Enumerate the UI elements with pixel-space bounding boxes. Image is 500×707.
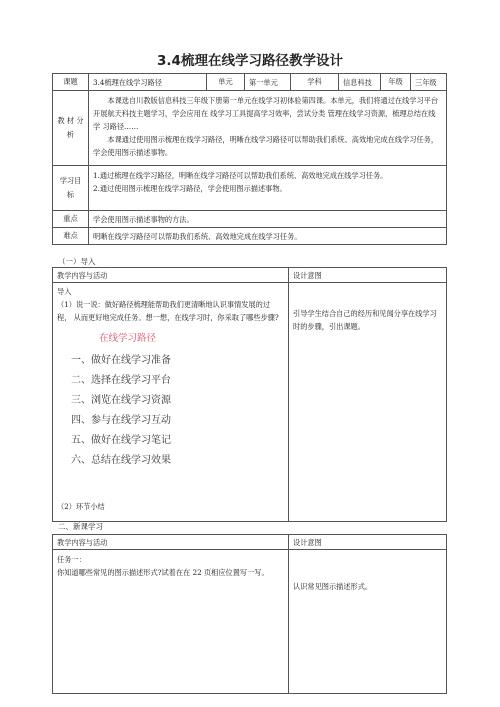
new-lesson-body-row bbox=[53, 550, 447, 694]
goals-row bbox=[53, 166, 447, 211]
slide-title: 在线学习路径 bbox=[99, 333, 157, 344]
goal-1: 1.通过梳理在线学习路径，明晰在线学习路径可以帮助我们系统、高效地完成在线学习任务。 bbox=[93, 171, 388, 180]
lead-in-intro: 导入 bbox=[57, 287, 72, 296]
slide-item: 六、总结在线学习效果 bbox=[71, 455, 171, 466]
new-lesson-header-row bbox=[53, 535, 447, 550]
section2-heading: 二、新课学习 bbox=[58, 522, 103, 531]
unit-label: 单元 bbox=[207, 74, 245, 91]
page-title: 3.4梳理在线学习路径教学设计 bbox=[157, 53, 343, 69]
slide-item: 四、参与在线学习互动 bbox=[71, 415, 171, 426]
section1-heading: （一）导入 bbox=[58, 257, 96, 266]
task-one-text: 你知道哪些常见的图示描述形式?试着在在 22 页相应位置写一写。 bbox=[57, 568, 269, 577]
goals-label: 学习目标 bbox=[53, 166, 89, 211]
slide-item: 一、做好在线学习准备 bbox=[71, 355, 171, 366]
key-point-row bbox=[53, 211, 447, 228]
difficulty-value: 明晰在线学习路径可以帮助我们系统、高效地完成在线学习任务。 bbox=[89, 228, 447, 245]
lead-in-body-row bbox=[53, 283, 447, 522]
analysis-label: 教 材 分析 bbox=[53, 91, 89, 166]
lead-in-activity: （1）说一说：做好路径梳理能帮助我们更清晰地认识事情发展的过程， 从而更好地完成任务。想一想，在线学习时，你采取了哪些步骤? bbox=[57, 300, 279, 322]
difficulty-row bbox=[53, 228, 447, 245]
lead-in-table bbox=[52, 267, 447, 522]
grade-value: 三年级 bbox=[411, 74, 447, 91]
course-value: 3.4梳理在线学习路径 bbox=[89, 74, 207, 91]
goal-2: 2.通过使用图示梳理在线学习路径，学会使用图示描述事物。 bbox=[93, 184, 287, 193]
new-lesson-col-intent: 设计意图 bbox=[289, 535, 447, 550]
course-label: 课题 bbox=[53, 74, 89, 91]
slide-item: 二、选择在线学习平台 bbox=[71, 375, 171, 386]
new-lesson-table bbox=[52, 534, 447, 694]
analysis-paragraph-2: 本课通过使用图示梳理在线学习路径，明晰在线学习路径可以帮助我们系统、高效地完成在线学习任务，学会使用图示描述事物。 bbox=[93, 135, 439, 157]
task-one-label: 任务一： bbox=[57, 555, 86, 564]
difficulty-label: 难点 bbox=[53, 228, 89, 245]
grade-label: 年级 bbox=[381, 74, 411, 91]
unit-value: 第一单元 bbox=[245, 74, 291, 91]
key-point-value: 学会使用图示描述事物的方法。 bbox=[89, 211, 447, 228]
analysis-paragraph-1: 本课选自川教版信息科技三年级下册第一单元在线学习初体验第四课。本单元，我们将通过在线学习平台 开展航天科技主题学习，学会应用在 线学习工具提高学习效率，尝试分类 管理在线学习资源，梳理总结在线学 习路径…… bbox=[93, 96, 439, 131]
lead-in-col-activity: 教学内容与活动 bbox=[53, 268, 289, 283]
slide-item: 五、做好在线学习笔记 bbox=[71, 435, 171, 446]
analysis-row bbox=[53, 91, 447, 166]
lead-in-col-intent: 设计意图 bbox=[289, 268, 447, 283]
subject-value: 信息科技 bbox=[339, 74, 381, 91]
lead-in-intent: 引导学生结合自己的经历和见闻分享在线学习时的步骤，引出课题。 bbox=[289, 283, 447, 522]
new-lesson-col-activity: 教学内容与活动 bbox=[53, 535, 289, 550]
slide-item: 三、浏览在线学习资源 bbox=[71, 395, 171, 406]
lead-in-summary: （2）环节小结 bbox=[57, 502, 105, 511]
subject-label: 学科 bbox=[291, 74, 339, 91]
new-lesson-intent: 认识常见图示描述形式。 bbox=[289, 550, 447, 694]
lead-in-header-row bbox=[53, 268, 447, 283]
lead-in-slide-image bbox=[57, 332, 284, 471]
info-row bbox=[53, 74, 447, 91]
key-point-label: 重点 bbox=[53, 211, 89, 228]
info-table bbox=[52, 73, 447, 245]
